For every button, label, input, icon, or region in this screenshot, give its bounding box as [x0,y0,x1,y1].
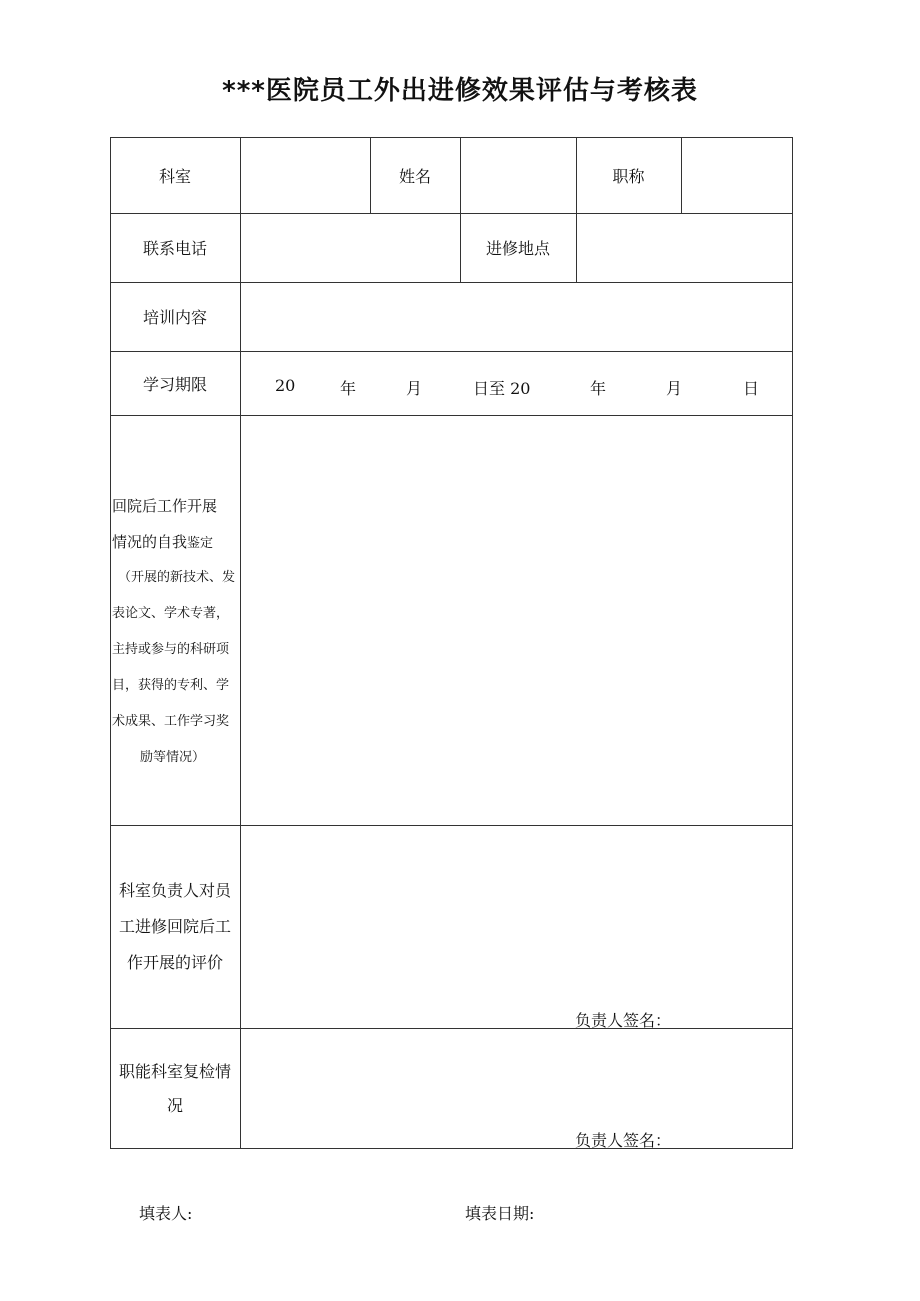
phone-field[interactable] [241,214,460,282]
name-field[interactable] [461,138,576,213]
functional-review-field[interactable] [241,1029,792,1148]
self-assessment-field[interactable] [241,416,792,825]
start-month-unit: 月 [406,379,423,398]
label-line: 作开展的评价 [126,952,223,972]
note-line: 目，获得的专利、学 [112,678,230,693]
end-day-unit: 日 [743,379,760,398]
note-line: 表论文、学术专著， [112,606,230,621]
self-assessment-note [112,560,238,776]
fill-date-label: 填表日期: [465,1204,535,1223]
self-assessment-label-line2-main: 情况的自我 [112,533,188,551]
label-line: 况 [166,1095,183,1115]
location-label: 进修地点 [485,239,550,258]
content-label: 培训内容 [142,308,207,327]
start-year-unit: 年 [340,379,357,398]
label-line: 科室负责人对员 [118,880,231,900]
note-line: （开展的新技术、发 [118,570,236,585]
dept-head-signature-label: 负责人签名： [575,1011,672,1030]
self-assessment-label-line2-small: 鉴定 [187,536,214,551]
self-assessment-label [112,488,238,562]
content-field[interactable] [241,283,792,351]
functional-review-signature-label: 负责人签名： [575,1131,672,1150]
dept-head-evaluation-field[interactable] [241,826,792,1028]
dept-label: 科室 [158,166,191,186]
label-line: 工进修回院后工 [118,916,231,936]
self-assessment-label-line2 [112,524,238,562]
end-year-unit: 年 [590,379,607,398]
start-year-prefix: 20 [275,376,296,395]
phone-label: 联系电话 [142,239,207,258]
label-line: 职能科室复检情 [118,1061,231,1081]
filler-label: 填表人: [139,1204,193,1223]
job-title-label: 职称 [612,166,645,186]
job-title-field[interactable] [682,138,792,213]
dept-field[interactable] [241,138,370,213]
start-day-to-end-year: 日至 20 [473,379,531,398]
name-label: 姓名 [398,166,431,186]
location-field[interactable] [577,214,792,282]
period-label: 学习期限 [142,374,207,394]
note-line: 主持或参与的科研项 [112,642,230,657]
functional-review-label [110,1028,240,1149]
note-line: 励等情况） [140,750,206,765]
form-title: ***医院员工外出进修效果评估与考核表 [222,76,698,106]
note-line: 术成果、工作学习奖 [112,714,230,729]
end-month-unit: 月 [666,379,683,398]
self-assessment-label-line1: 回院后工作开展 [112,497,218,515]
dept-head-evaluation-label [110,825,240,1028]
